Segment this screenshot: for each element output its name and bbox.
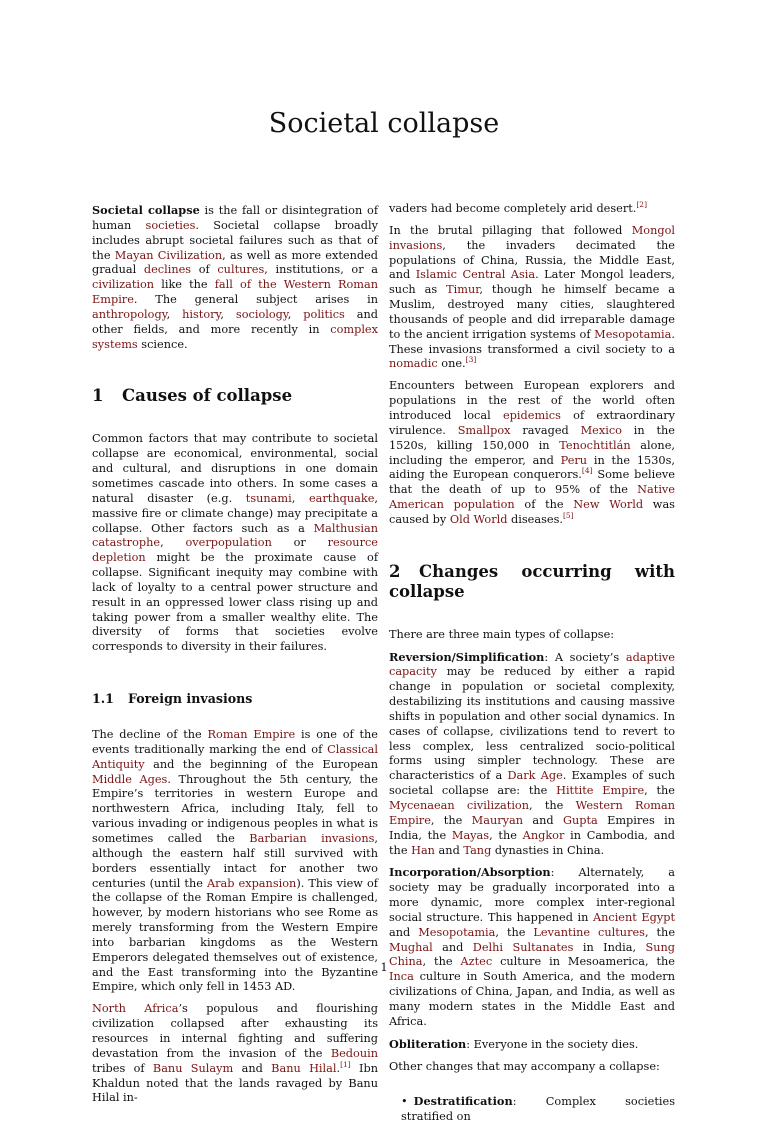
wiki-link[interactable]: Levantine cultures <box>533 925 645 939</box>
bold-term: Obliteration <box>389 1036 467 1051</box>
wiki-link[interactable]: Mesopotamia <box>418 925 496 939</box>
text-run: and <box>523 813 563 827</box>
arid-desert-paragraph <box>389 202 675 217</box>
intro-paragraph <box>92 203 378 352</box>
wiki-link[interactable]: history <box>182 307 221 321</box>
text-run: , the <box>529 799 576 812</box>
text-run: ’s populous and flourishing civilization collapsed after exhausting its resources in internal fighting and suffering devastation from the invasion of the <box>92 1002 378 1060</box>
subsection-title: Foreign invasions <box>128 691 253 707</box>
wiki-link[interactable]: Ancient Egypt <box>592 910 675 924</box>
incorporation-paragraph <box>389 865 675 1029</box>
text-run: Other changes that may accompany a collapse: <box>389 1059 660 1073</box>
wiki-link[interactable]: Barbarian invasions <box>249 832 375 845</box>
text-run: and <box>434 843 464 857</box>
subsection-heading-foreign-invasions <box>92 691 378 707</box>
wiki-link[interactable]: adaptive capacity <box>389 650 675 679</box>
text-run: . Throughout the 5th century, the Empire’s territories in western Europe and northwestern Africa, including Italy, fell to various invading or indigenous peoples in what is sometimes called the <box>92 772 378 845</box>
wiki-link[interactable]: Classical Antiquity <box>92 742 378 771</box>
text-run: , <box>160 536 186 550</box>
obliteration-paragraph <box>389 1037 675 1053</box>
wiki-link[interactable]: Smallpox <box>457 423 511 437</box>
text-run: is the fall or disintegration of human <box>92 204 378 232</box>
text-run: of extraordinary virulence. <box>389 408 675 437</box>
wiki-link[interactable]: Mesopotamia <box>594 327 672 341</box>
wiki-link[interactable]: earthquake <box>308 491 375 505</box>
wiki-link[interactable]: Peru <box>560 453 588 467</box>
text-run: in India, <box>573 940 646 954</box>
text-run: : Complex societies stratified on <box>401 1095 675 1124</box>
text-run: Some believe that the death of up to 95% of the <box>389 468 675 497</box>
wiki-link[interactable]: Aztec <box>460 955 493 969</box>
roman-empire-paragraph <box>92 728 378 995</box>
text-run: of <box>191 263 218 277</box>
footnote-ref[interactable]: [2] <box>636 200 647 210</box>
wiki-link[interactable]: societies <box>145 218 196 232</box>
text-run: , <box>166 307 183 321</box>
section-heading-changes <box>389 562 675 602</box>
text-run: Ibn Khaldun noted that the lands ravaged by Banu Hilal in- <box>92 1061 379 1105</box>
section-title: Changes occurring with collapse <box>389 561 675 601</box>
wiki-link[interactable]: Western Roman Empire <box>389 799 676 827</box>
text-run: In the brutal pillaging that followed <box>389 223 632 237</box>
text-run: , although the eastern half still survived with borders essentially intact for another two centuries (until the <box>92 832 379 890</box>
wiki-link[interactable]: Mycenaean civilization <box>389 799 530 812</box>
text-run: , institutions, or a <box>264 263 378 277</box>
wiki-link[interactable]: sociology <box>235 307 288 321</box>
text-run: , the <box>644 784 675 798</box>
text-run: . These invasions transformed a civil society to a <box>389 327 675 356</box>
text-run: tribes of <box>92 1061 153 1075</box>
text-run: dynasties in China. <box>491 843 605 857</box>
list-item <box>401 1094 675 1125</box>
text-run: , the <box>489 828 523 842</box>
text-run: : Everyone in the society dies. <box>466 1037 639 1051</box>
wiki-link[interactable]: Arab expansion <box>206 876 297 890</box>
wiki-link[interactable]: Mexico <box>580 423 622 437</box>
text-run: ). This view of the collapse of the Roman Empire is challenged, however, by modern historians who see Rome as merely transforming from the Western Empire into barbarian kingdoms as the Western Emperors delegated themselves out of existence, and the East transforming into the Byzantine Empire, which only fell in 1453 AD. <box>92 876 378 994</box>
page-number: 1 <box>380 960 388 974</box>
footnote-ref[interactable]: [1] <box>340 1059 351 1069</box>
mongol-paragraph <box>389 224 675 372</box>
wiki-link[interactable]: Mayan Civilization <box>114 248 223 262</box>
text-run: , <box>220 307 236 321</box>
text-run: science. <box>137 337 188 351</box>
wiki-link[interactable]: nomadic <box>389 357 438 371</box>
text-run: , <box>287 307 304 321</box>
text-run: in the 1520s, killing 150,000 in <box>389 423 675 452</box>
text-run: , as well as more extended gradual <box>92 248 379 277</box>
other-changes-paragraph <box>389 1060 675 1075</box>
wiki-link[interactable]: Islamic Central Asia <box>415 268 536 282</box>
wiki-link[interactable]: Mughal <box>389 940 433 954</box>
wiki-link[interactable]: Roman Empire <box>207 728 296 742</box>
right-column <box>389 202 675 1125</box>
text-run: . The general subject arises in <box>133 293 378 307</box>
wiki-link[interactable]: politics <box>303 307 345 321</box>
wiki-link[interactable]: Gupta <box>562 813 598 827</box>
text-run: or <box>271 536 328 550</box>
text-run: and other fields, and more recently in <box>92 307 378 336</box>
text-run: vaders had become completely arid desert. <box>389 202 637 215</box>
bold-term: Destratification <box>413 1094 513 1109</box>
text-run: like the <box>154 278 215 292</box>
wiki-link[interactable]: Han <box>411 843 435 857</box>
text-run: of the <box>514 498 574 512</box>
wiki-link[interactable]: Tang <box>463 843 492 857</box>
wiki-link[interactable]: Middle Ages <box>92 772 168 786</box>
text-run: , the invaders decimated the populations of China, Russia, the Middle East, and <box>389 238 675 282</box>
wiki-link[interactable]: Sung China <box>389 940 675 969</box>
text-run: , though he himself became a Muslim, destroyed many cities, slaughtered thousands of people and did irreparable damage to the ancient irrigation systems of <box>389 283 675 341</box>
text-run: diseases. <box>507 512 563 526</box>
wiki-link[interactable]: Timur <box>446 283 480 297</box>
wiki-link[interactable]: Old World <box>449 512 508 526</box>
text-run: culture in Mesoamerica, the <box>492 955 675 969</box>
wiki-link[interactable]: Banu Sulaym <box>152 1061 234 1075</box>
bold-term: Reversion/Simplification <box>389 649 545 664</box>
text-run: , the <box>422 955 461 969</box>
wiki-link[interactable]: Bedouin <box>330 1046 378 1060</box>
reversion-paragraph <box>389 650 675 859</box>
wiki-link[interactable]: Mongol invasions <box>389 223 675 252</box>
north-africa-paragraph <box>92 1002 378 1106</box>
text-run: , <box>291 491 309 505</box>
wiki-link[interactable]: complex systems <box>92 322 378 351</box>
wiki-link[interactable]: declines <box>143 263 192 277</box>
text-run: alone, including the emperor, and <box>389 438 675 467</box>
page-title: Societal collapse <box>268 108 500 139</box>
text-run: There are three main types of collapse: <box>389 627 615 641</box>
causes-paragraph <box>92 432 378 655</box>
changes-list <box>389 1094 675 1125</box>
footnote-ref[interactable]: [4] <box>581 466 593 476</box>
wiki-link[interactable]: civilization <box>92 278 155 292</box>
text-run: Encounters between European explorers and populations in the rest of the world often introduced local <box>389 379 675 422</box>
text-run: . Later Mongol leaders, such as <box>389 268 675 297</box>
subsection-number: 1.1 <box>92 691 114 707</box>
wiki-link[interactable]: Mayas <box>451 828 490 842</box>
text-run: . <box>336 1061 341 1075</box>
wiki-link[interactable]: Tenochtitlán <box>559 438 631 452</box>
text-run: in the 1530s, aiding the European conquerors. <box>389 453 675 482</box>
text-run: culture in South America, and the modern civilizations of China, Japan, and India, as well as many modern states in the Middle East and Africa. <box>389 970 675 1028</box>
text-run: . Societal collapse broadly includes abrupt societal failures such as that of the <box>92 218 378 262</box>
text-run: Common factors that may contribute to societal collapse are economical, environmental, social and cultural, and disruptions in one domain sometimes cascade into others. In some cases a natural disaster (e.g. <box>92 432 378 505</box>
wiki-link[interactable]: Native American population <box>389 483 675 512</box>
text-run: and the beginning of the European <box>144 757 378 771</box>
footnote-ref[interactable]: [3] <box>465 355 477 365</box>
text-run: : A society’s <box>544 650 626 664</box>
wiki-link[interactable]: Hittite Empire <box>556 784 645 798</box>
wiki-link[interactable]: anthropology <box>92 307 167 321</box>
footnote-ref[interactable]: [5] <box>562 511 574 521</box>
text-run: in Cambodia, and the <box>389 828 675 857</box>
wiki-link[interactable]: epidemics <box>503 408 561 422</box>
text-run: might be the proximate cause of collapse. Significant inequity may combine with lack of loyalty to a central power structure and result in an oppressed lower class rising up and taking power from a smaller wealthy elite. The diversity of forms that societies evolve corresponds to diversity in their failures. <box>92 551 378 654</box>
text-run: : Alternately, a society may be gradually incorporated into a more dynamic, more complex inter-regional social structure. This happened in <box>389 866 675 924</box>
wiki-link[interactable]: Inca <box>389 970 414 984</box>
text-run: , massive fire or climate change) may precipitate a collapse. Other factors such as a <box>92 491 378 535</box>
wiki-link[interactable]: Banu Hilal <box>271 1061 337 1075</box>
wiki-link[interactable]: resource depletion <box>92 536 378 565</box>
wiki-link[interactable]: Dark Age <box>507 769 563 783</box>
text-run: ravaged <box>510 423 581 437</box>
text-run: , the <box>495 925 534 939</box>
text-run: The decline of the <box>92 728 208 742</box>
wiki-link[interactable]: tsunami <box>245 491 292 505</box>
epidemics-paragraph <box>389 379 675 527</box>
wiki-link[interactable]: overpopulation <box>185 536 272 550</box>
wiki-link[interactable]: Mauryan <box>471 813 524 827</box>
text-run: is one of the events traditionally marking the end of <box>92 728 378 756</box>
section-title: Causes of collapse <box>122 386 293 406</box>
section-number: 2 <box>389 561 401 581</box>
text-run: and <box>432 940 473 954</box>
bold-term: Societal collapse <box>92 203 200 217</box>
wiki-link[interactable]: Delhi Sultanates <box>472 940 574 954</box>
wiki-link[interactable]: New World <box>573 498 644 512</box>
wiki-link[interactable]: Angkor <box>522 828 565 842</box>
section-heading-causes <box>92 386 378 406</box>
wiki-link[interactable]: North Africa <box>92 1002 179 1016</box>
wiki-link[interactable]: cultures <box>217 263 265 277</box>
text-run: was caused by <box>389 498 675 526</box>
text-run: Empires in India, the <box>389 813 675 842</box>
left-column <box>92 203 378 1113</box>
bold-term: Incorporation/Absorption <box>389 865 551 880</box>
section-number: 1 <box>92 386 104 406</box>
text-run: and <box>233 1061 272 1075</box>
wiki-link[interactable]: fall of the Western Roman Empire <box>92 278 379 307</box>
wiki-link[interactable]: Malthusian catastrophe <box>92 521 378 550</box>
text-run: one. <box>437 357 466 371</box>
text-run: and <box>389 925 419 939</box>
collapse-types-intro <box>389 628 675 643</box>
text-run: , the <box>644 925 676 939</box>
text-run: , the <box>430 813 472 827</box>
text-run: may be reduced by either a rapid change in population or societal complexity, destabilizing its institutions and causing massive shifts in population and other social dynamics. In cases of collapse, civilizations tend to revert to less complex, less centralized socio-political forms using simpler technology. These are characteristics of a <box>389 665 675 783</box>
text-run: . Examples of such societal collapse are: the <box>389 769 675 798</box>
